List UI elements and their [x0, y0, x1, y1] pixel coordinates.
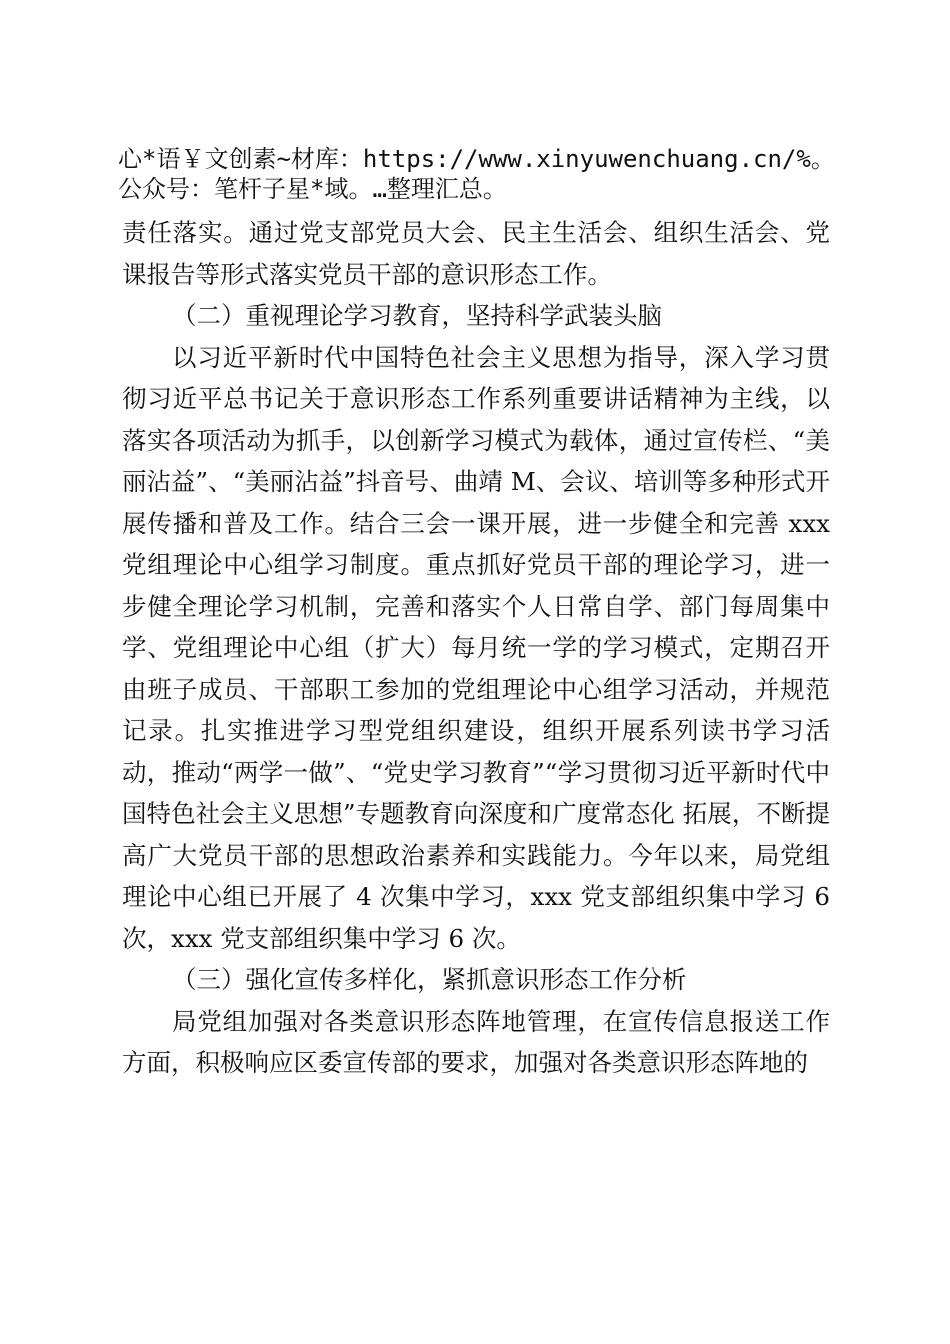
paragraph-responsibility: 责任落实。通过党支部党员大会、民主生活会、组织生活会、党课报告等形式落实党员干部的意识形态工作。 — [122, 218, 830, 289]
document-body — [122, 212, 830, 1084]
paragraph-propaganda: 局党组加强对各类意识形态阵地管理，在宣传信息报送工作方面，积极响应区委宣传部的要求，加强对各类意识形态阵地的 — [122, 1006, 830, 1077]
source-note: 心*语￥文创素~材库：https://www.xinyuwenchuang.cn/%。公众号：笔杆子星*域。…整理汇总。 — [118, 145, 835, 203]
paragraph-theory-study: 以习近平新时代中国特色社会主义思想为指导，深入学习贯彻习近平总书记关于意识形态工作系列重要讲话精神为主线，以落实各项活动为抓手，以创新学习模式为载体，通过宣传栏、“美丽沾益”、“美丽沾益”抖音号、曲靖 M、会议、培训等多种形式开展传播和普及工作。结合三会一课开展，进一步健全和完善 xxx 党组理论中心组学习制度。重点抓好党员干部的理论学习，进一步健全理论学习机制，完善和落实个人日常自学、部门每周集中学、党组理论中心组（扩大）每月统一学的学习模式，定期召开由班子成员、干部职工参加的党组理论中心组学习活动，并规范记录。扎实推进学习型党组织建设，组织开展系列读书学习活动，推动“两学一做”、“党史学习教育”“学习贯彻习近平新时代中国特色社会主义思想”专题教育向深度和广度常态化 拓展，不断提高广大党员干部的思想政治素养和实践能力。今年以来，局党组理论中心组已开展了 4 次集中学习，xxx 党支部组织集中学习 6 次，xxx 党支部组织集中学习 6 次。 — [122, 342, 830, 953]
section-heading-2: （二）重视理论学习教育，坚持科学武装头脑 — [172, 301, 662, 330]
section-heading-3: （三）强化宣传多样化，紧抓意识形态工作分析 — [172, 965, 687, 994]
